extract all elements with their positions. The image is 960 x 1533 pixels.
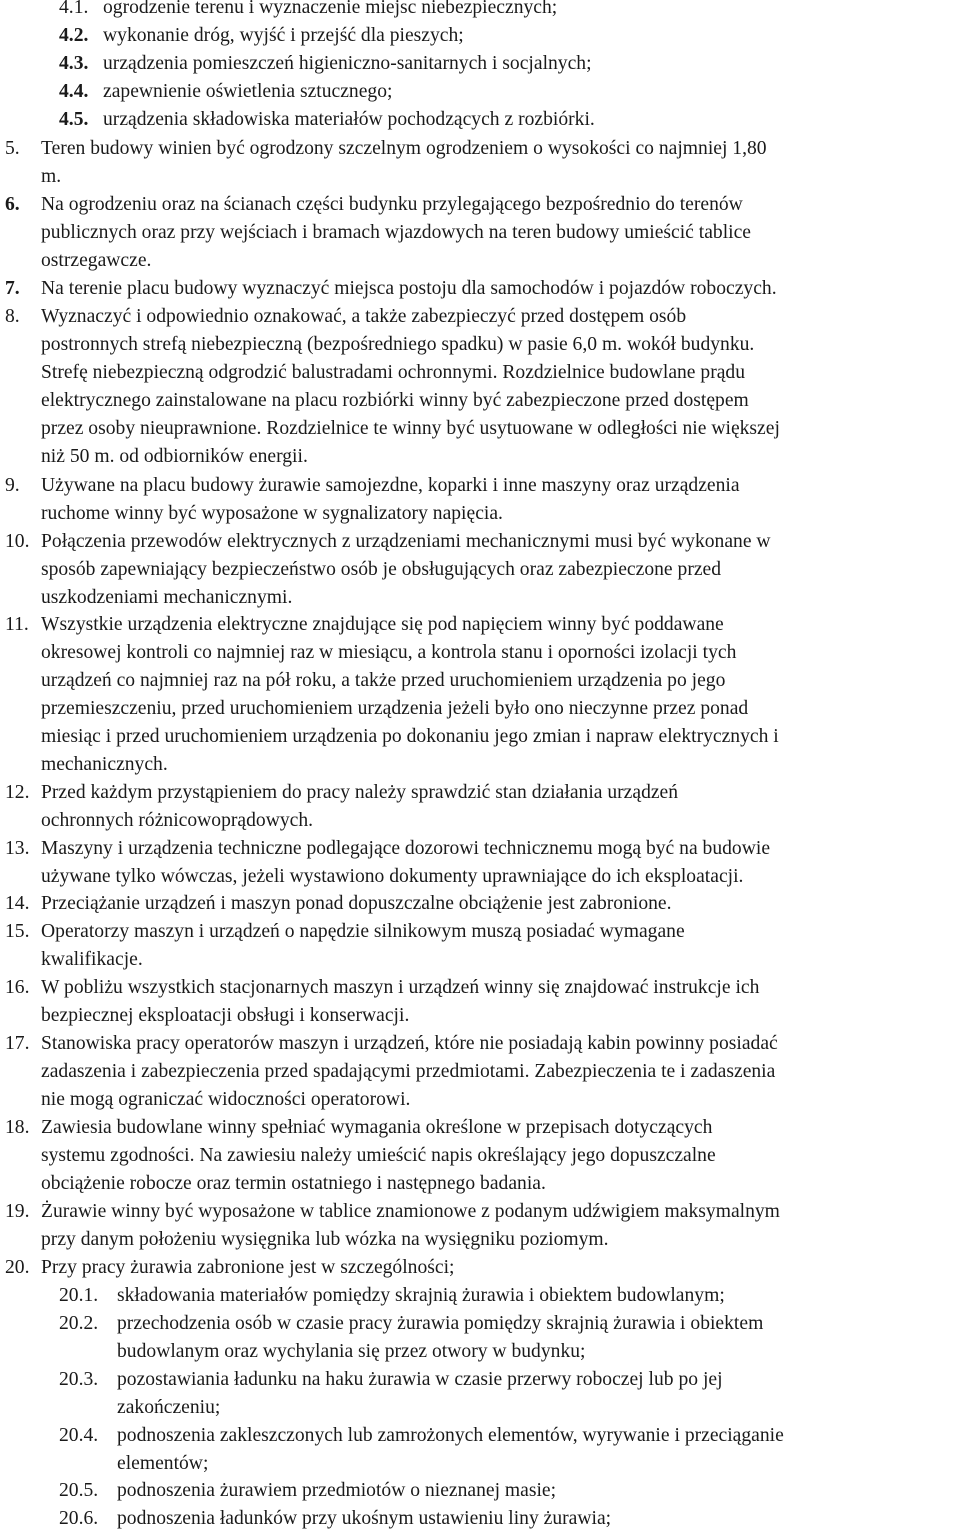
list-item-text (41, 528, 771, 612)
text-line: Przed każdym przystąpieniem do pracy należy sprawdzić stan działania urządzeń (41, 782, 679, 803)
list-item-number: 18. (5, 1117, 30, 1138)
text-line: ochronnych różnicowoprądowych. (41, 810, 314, 831)
text-line: Używane na placu budowy żurawie samojezdne, koparki i inne maszyny oraz urządzenia (41, 475, 740, 496)
list-item-text (41, 835, 770, 891)
text-line: podnoszenia żurawiem przedmiotów o nieznanej masie; (117, 1480, 557, 1501)
list-item-number: 6. (5, 194, 20, 215)
list-item-number: 9. (5, 475, 20, 496)
list-item-number: 20.3. (59, 1369, 99, 1390)
list-item-text (41, 918, 685, 974)
text-line: Przeciążanie urządzeń i maszyn ponad dopuszczalne obciążenie jest zabronione. (41, 893, 672, 914)
text-line: zadaszenia i zabezpieczenia przed spadającymi przedmiotami. Zabezpieczenia te i zadaszenia (41, 1061, 776, 1082)
text-line: Połączenia przewodów elektrycznych z urządzeniami mechanicznymi musi być wykonane w (41, 531, 771, 552)
text-line: obciążenie robocze oraz termin ostatniego i następnego badania. (41, 1173, 546, 1194)
list-item-text (41, 611, 779, 779)
text-line: zapewnienie oświetlenia sztucznego; (103, 81, 393, 102)
text-line: postronnych strefą niebezpieczną (bezpośredniego spadku) w pasie 6,0 m. wokół budynku. (41, 334, 755, 355)
list-item-text (41, 135, 767, 191)
text-line: Żurawie winny być wyposażone w tablice znamionowe z podanym udźwigiem maksymalnym (41, 1201, 780, 1222)
list-item-number: 20. (5, 1257, 30, 1278)
list-item-text (41, 890, 672, 918)
text-line: ogrodzenie terenu i wyznaczenie miejsc niebezpiecznych; (103, 0, 558, 18)
list-item-number: 20.1. (59, 1285, 99, 1306)
text-line: używane tylko wówczas, jeżeli wystawiono dokumenty uprawniające do ich eksploatacji. (41, 866, 744, 887)
text-line: wykonanie dróg, wyjść i przejść dla pieszych; (103, 25, 464, 46)
list-item-number: 8. (5, 306, 20, 327)
list-item-number: 20.2. (59, 1313, 99, 1334)
list-item-number: 5. (5, 138, 20, 159)
text-line: sposób zapewniający bezpieczeństwo osób je obsługujących oraz zabezpieczone przed (41, 559, 722, 580)
text-line: składowania materiałów pomiędzy skrajnią żurawia i obiektem budowlanym; (117, 1285, 725, 1306)
list-item-text (41, 191, 751, 275)
list-item-text (103, 22, 464, 50)
list-item-text (41, 1114, 716, 1198)
text-line: urządzeń co najmniej raz na pół roku, a także przed uruchomieniem urządzenia po jego (41, 670, 726, 691)
list-item-text (117, 1282, 725, 1310)
text-line: Maszyny i urządzenia techniczne podlegające dozorowi technicznemu mogą być na budowie (41, 838, 771, 859)
text-line: pozostawiania ładunku na haku żurawia w czasie przerwy roboczej lub po jej (117, 1369, 723, 1390)
text-line: Przy pracy żurawia zabronione jest w szczególności; (41, 1257, 455, 1278)
text-line: elementów; (117, 1453, 209, 1474)
list-item-text (117, 1505, 611, 1533)
list-item-text (41, 1198, 780, 1254)
list-item-number: 13. (5, 838, 30, 859)
list-item-number: 20.4. (59, 1425, 99, 1446)
list-item-text (117, 1477, 556, 1505)
text-line: przechodzenia osób w czasie pracy żurawia pomiędzy skrajnią żurawia i obiektem (117, 1313, 764, 1334)
text-line: systemu zgodności. Na zawiesiu należy umieścić napis określający jego dopuszczalne (41, 1145, 716, 1166)
list-item-text (117, 1422, 784, 1478)
text-line: Wszystkie urządzenia elektryczne znajdujące się pod napięciem winny być poddawane (41, 614, 724, 635)
text-line: przemieszczeniu, przed uruchomieniem urządzenia jeżeli było ono nieczynne przez ponad (41, 698, 749, 719)
text-line: podnoszenia ładunków przy ukośnym ustawieniu liny żurawia; (117, 1508, 612, 1529)
text-line: okresowej kontroli co najmniej raz w miesiącu, a kontrola stanu i oporności izolacji tych (41, 642, 737, 663)
list-item-number: 10. (5, 531, 30, 552)
list-item-number: 16. (5, 977, 30, 998)
text-line: nie mogą ograniczać widoczności operatorowi. (41, 1089, 411, 1110)
text-line: przez osoby nieuprawnione. Rozdzielnice te winny być usytuowane w odległości nie większej (41, 418, 780, 439)
text-line: urządzenia pomieszczeń higieniczno-sanitarnych i socjalnych; (103, 53, 592, 74)
text-line: Strefę niebezpieczną odgrodzić balustradami ochronnymi. Rozdzielnice budowlane prądu (41, 362, 746, 383)
list-item-text (41, 1030, 778, 1114)
list-item-text (41, 779, 678, 835)
text-line: miesiąc i przed uruchomieniem urządzenia po dokonaniu jego zmian i napraw elektrycznych i (41, 726, 779, 747)
list-item-number: 17. (5, 1033, 30, 1054)
list-item-number: 11. (5, 614, 29, 635)
text-line: Na ogrodzeniu oraz na ścianach części budynku przylegającego bezpośrednio do terenów (41, 194, 743, 215)
list-item-text (117, 1366, 723, 1422)
text-line: elektrycznego zainstalowane na placu rozbiórki winny być zabezpieczone przed dostępem (41, 390, 749, 411)
text-line: W pobliżu wszystkich stacjonarnych maszyn i urządzeń winny się znajdować instrukcje ich (41, 977, 760, 998)
text-line: uszkodzeniami mechanicznymi. (41, 587, 293, 608)
list-item-number: 12. (5, 782, 30, 803)
text-line: Stanowiska pracy operatorów maszyn i urządzeń, które nie posiadają kabin powinny posiadać (41, 1033, 778, 1054)
text-line: przy danym położeniu wysięgnika lub wózka na wysięgniku poziomym. (41, 1229, 609, 1250)
list-item-number: 4.3. (59, 53, 89, 74)
list-item-text (103, 0, 557, 22)
list-item-text (103, 78, 392, 106)
text-line: kwalifikacje. (41, 949, 143, 970)
text-line: Operatorzy maszyn i urządzeń o napędzie silnikowym muszą posiadać wymagane (41, 921, 685, 942)
list-item-text (41, 472, 740, 528)
list-item-number: 14. (5, 893, 30, 914)
text-line: ruchome winny być wyposażone w sygnalizatory napięcia. (41, 503, 503, 524)
text-line: Zawiesia budowlane winny spełniać wymagania określone w przepisach dotyczących (41, 1117, 713, 1138)
text-line: urządzenia składowiska materiałów pochodzących z rozbiórki. (103, 109, 595, 130)
list-item-number: 15. (5, 921, 30, 942)
list-item-number: 4.2. (59, 25, 89, 46)
text-line: mechanicznych. (41, 754, 168, 775)
list-item-text (103, 50, 592, 78)
list-item-number: 4.1. (59, 0, 89, 18)
list-item-number: 4.4. (59, 81, 89, 102)
list-item-number: 20.6. (59, 1508, 99, 1529)
list-item-text (103, 106, 595, 134)
list-item-number: 19. (5, 1201, 30, 1222)
list-item-text (41, 1254, 454, 1282)
list-item-number: 7. (5, 278, 20, 299)
text-line: ostrzegawcze. (41, 250, 152, 271)
text-line: Wyznaczyć i odpowiednio oznakować, a także zabezpieczyć przed dostępem osób (41, 306, 687, 327)
list-item-number: 4.5. (59, 109, 89, 130)
text-line: bezpiecznej eksploatacji obsługi i konserwacji. (41, 1005, 410, 1026)
list-item-number: 20.5. (59, 1480, 99, 1501)
text-line: podnoszenia zakleszczonych lub zamrożonych elementów, wyrywanie i przeciąganie (117, 1425, 784, 1446)
list-item-text (41, 303, 780, 471)
text-line: Teren budowy winien być ogrodzony szczelnym ogrodzeniem o wysokości co najmniej 1,80 (41, 138, 767, 159)
text-line: Na terenie placu budowy wyznaczyć miejsca postoju dla samochodów i pojazdów roboczych. (41, 278, 777, 299)
text-line: zakończeniu; (117, 1397, 221, 1418)
text-line: publicznych oraz przy wejściach i bramach wjazdowych na teren budowy umieścić tablice (41, 222, 751, 243)
text-line: m. (41, 166, 62, 187)
text-line: budowlanym oraz wychylania się przez otwory w budynku; (117, 1341, 586, 1362)
list-item-text (41, 974, 759, 1030)
text-line: niż 50 m. od odbiorników energii. (41, 446, 308, 467)
list-item-text (41, 275, 777, 303)
list-item-text (117, 1310, 763, 1366)
